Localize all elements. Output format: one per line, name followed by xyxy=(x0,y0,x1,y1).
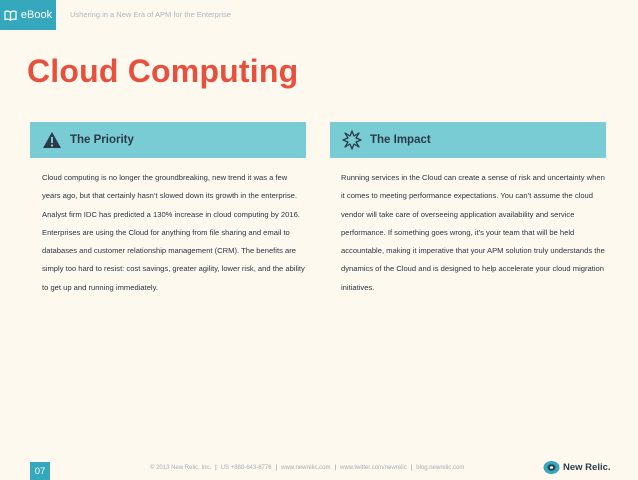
page-number: 07 xyxy=(30,462,50,480)
footer-separator: | xyxy=(334,465,337,471)
priority-section-title: The Priority xyxy=(70,134,134,146)
impact-body-text: Running services in the Cloud can create a sense of risk and uncertainty when it comes to meeting performance expectations. You can’t assume the cloud vendor will take care of overseeing application availability and service performance. If something goes wrong, it’s your team that will be held accountable, making it imperative that your APM solution truly understands the dynamics of the Cloud and is designed to help accelerate your cloud migration initiatives. xyxy=(341,173,605,292)
new-relic-logo-icon xyxy=(543,460,560,475)
impact-section-header xyxy=(330,122,606,158)
footer-phone: US +888-643-8776 xyxy=(220,465,272,471)
impact-burst-icon xyxy=(342,130,362,150)
footer-twitter-link[interactable]: www.twitter.com/newrelic xyxy=(340,465,407,471)
ebook-tab xyxy=(0,0,56,30)
impact-section-title: The Impact xyxy=(370,134,431,146)
footer-separator: | xyxy=(215,465,217,471)
footer-info xyxy=(150,465,464,471)
footer-website-link[interactable]: www.newrelic.com xyxy=(281,465,331,471)
priority-section-header xyxy=(30,122,306,158)
new-relic-logo xyxy=(543,460,611,475)
priority-body-text: Cloud computing is no longer the groundbreaking, new trend it was a few years ago, but that certainly hasn’t slowed down its growth in the enterprise. Analyst firm IDC has predicted a 130% increase in cloud computing by 2016. Enterprises are using the Cloud for anything from file sharing and email to databases and customer relationship management (CRM). The benefits are simply too hard to resist: cost savings, greater agility, lower risk, and the ability to get up and running immediately. xyxy=(42,173,305,292)
book-icon xyxy=(4,10,17,21)
footer-separator: | xyxy=(410,465,413,471)
footer-copyright: © 2013 New Relic, Inc. xyxy=(150,465,212,471)
new-relic-logo-text: New Relic. xyxy=(563,462,611,473)
warning-icon xyxy=(42,130,62,150)
ebook-label: eBook xyxy=(20,9,53,21)
footer-blog-link[interactable]: blog.newrelic.com xyxy=(416,465,465,471)
footer-separator: | xyxy=(275,465,278,471)
header-subtitle: Ushering in a New Era of APM for the Enterprise xyxy=(70,10,231,19)
page-title: Cloud Computing xyxy=(27,53,299,89)
